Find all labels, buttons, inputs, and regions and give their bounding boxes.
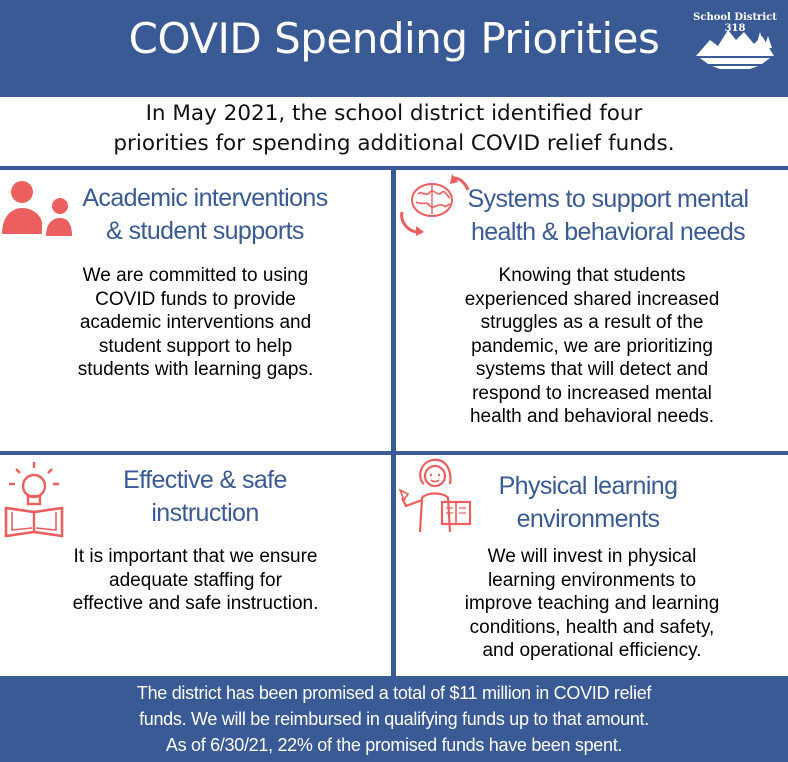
district-logo — [690, 6, 780, 70]
priority-body-physical: We will invest in physical learning environments to improve teaching and learning conditions, health and safety, and operational efficiency. — [464, 546, 720, 661]
footer-banner — [0, 676, 788, 762]
priority-body-mental-health: Knowing that students experienced shared increased struggles as a result of the pandemic, we are prioritizing systems that will detect and respond to increased mental health and behavioral needs. — [464, 265, 720, 427]
priority-body-academic: We are committed to using COVID funds to provide academic interventions and student support to help students with learning gaps. — [77, 265, 314, 380]
page-title: COVID Spending Priorities — [128, 14, 660, 63]
priority-title-physical: Physical learning environments — [498, 472, 678, 533]
header-banner — [0, 0, 788, 97]
lightbulb-book-icon — [4, 460, 66, 540]
footer-text: The district has been promised a total of $11 million in COVID relief funds. We will be reimbursed in qualifying funds up to that amount. As of 6/30/21, 22% of the promised funds have been spent. — [136, 683, 652, 755]
intro-line: priorities for spending additional COVID relief funds. — [113, 131, 675, 156]
intro-text — [0, 97, 788, 167]
priority-body-instruction: It is important that we ensure adequate staffing for effective and safe instruction. — [72, 546, 319, 614]
priority-title-academic: Academic interventions & student supports — [82, 184, 328, 245]
priority-title-mental-health: Systems to support mental health & behavioral needs — [467, 185, 749, 246]
priority-title-instruction: Effective & safe instruction — [123, 466, 287, 527]
intro-line: In May 2021, the school district identified four — [145, 101, 643, 126]
logo-text: School District 318 — [693, 12, 777, 34]
